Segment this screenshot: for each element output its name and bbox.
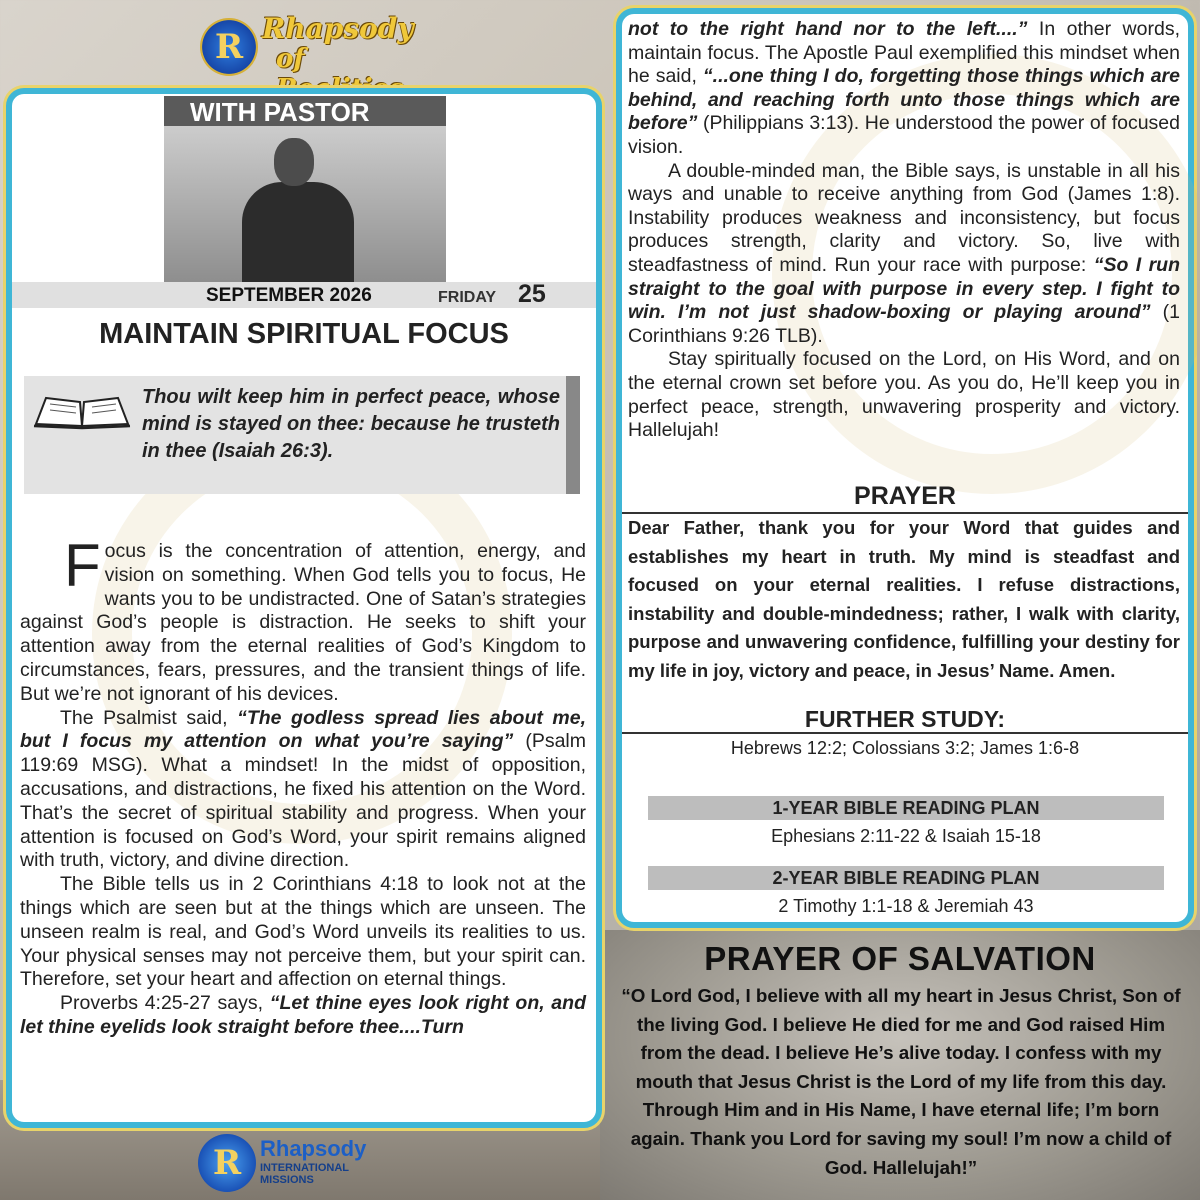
divider — [622, 732, 1188, 734]
logo-bottom-line-3: MISSIONS — [260, 1174, 314, 1186]
theme-verse-box — [24, 376, 580, 494]
pastor-photo — [164, 96, 446, 282]
salvation-prayer: “O Lord God, I believe with all my heart in Jesus Christ, Son of the living God. I believe He died for me and God raised Him from the dead. I believe He’s alive today. I confess with my mouth that Jesus Christ is the Lord of my life from this day. Through Him and in His Name, I have eternal life; I’m born again. Thank you Lord for saving my soul! I’m now a child of God. Hallelujah!” — [621, 985, 1181, 1178]
paragraph-3: The Bible tells us in 2 Corinthians 4:18 to look not at the things which are seen but at the things which are unseen. The unseen realm is real, and God’s Word unveils its realities to us. Your physical senses may not perceive them, but your spirit can. Therefore, set your heart and affection on eternal things. — [20, 873, 586, 991]
theme-verse: Thou wilt keep him in perfect peace, whose mind is stayed on thee: because he trusteth in thee (Isaiah 26:3). — [142, 386, 560, 462]
corinthians-quote: “So I run straight to the goal with purpose in every step. I fight to win. I’m not just shadow-boxing or playing around” — [628, 253, 1180, 324]
prayer-heading: PRAYER — [854, 482, 956, 510]
devotional-right-panel — [616, 8, 1194, 928]
logo-emblem-icon: R — [200, 18, 258, 76]
drop-cap: F — [64, 532, 101, 599]
rhapsody-international-missions-logo — [198, 1132, 367, 1196]
two-year-plan-heading: 2-YEAR BIBLE READING PLAN — [648, 866, 1164, 890]
salvation-heading: PRAYER OF SALVATION — [704, 940, 1096, 977]
logo-line-2: of — [276, 44, 305, 74]
logo-bottom-line-1: Rhapsody — [260, 1136, 367, 1161]
globe-emblem-icon: R — [198, 1134, 256, 1192]
date-weekday: FRIDAY — [438, 289, 497, 306]
closing-paragraph: Stay spiritually focused on the Lord, on His Word, and on the eternal crown set before you. As you do, He’ll keep you in perfect peace, strength, unwavering prosperity and victory. Hallelujah! — [628, 348, 1180, 442]
pastor-figure — [238, 136, 358, 282]
logo-bottom-line-2: INTERNATIONAL — [260, 1162, 350, 1174]
further-study-text: Hebrews 12:2; Colossians 3:2; James 1:6-8 — [730, 738, 1080, 758]
prayer-text: Dear Father, thank you for your Word that guides and establishes my heart in truth. My mind is steadfast and focused on your eternal realities. I refuse distractions, instability and double-mindedness; rather, I walk with clarity, purpose and unwavering confidence, fulfilling your destiny for my life in joy, victory and peace, in Jesus’ Name. Amen. — [628, 517, 1180, 681]
date-day-number: 25 — [518, 280, 546, 308]
paragraph-1: ocus is the concentration of attention, energy, and vision on something. When God tells you to focus, He wants you to be undistracted. One of Satan’s strategies against God’s people is distraction. He seeks to shift your attention away from the eternal realities of God’s Kingdom to circumstances, fears, pressures, and the transient things of life. But we’re not ignorant of his devices. — [20, 540, 586, 705]
rhapsody-logo-top — [200, 10, 420, 84]
further-study-heading: FURTHER STUDY: — [804, 706, 1006, 732]
devotional-title: MAINTAIN SPIRITUAL FOCUS — [99, 318, 509, 350]
psalm-quote: “The godless spread lies about me, but I focus my attention on what you’re saying” — [20, 706, 586, 753]
devotional-body: Focus is the concentration of attention, energy, and vision on something. When God tells you to focus, He wants you to be undistracted. One of Satan’s strategies against God’s people is distraction. He seeks to shift your attention away from the eternal realities of God’s Kingdom to circumstances, fears, pressures, and the transient things of life. But we’re not ignorant of his devices. The Psalmist said, “The godless spread lies about me, but I focus my attention on what you’re saying” (Psalm 119:69 MSG). What a mindset! In the midst of opposition, accusations, and distractions, he fixed his attention on the Word. That’s the secret of spiritual stability and progress. When your attention is focused on God’s Word, your spirit remains aligned with truth, victory, and divine direction. The Bible tells us in 2 Corinthians 4:18 to look not at the things which are seen but at the things which are unseen. The unseen realm is real, and God’s Word unveils its realities to us. Your physical senses may not perceive them, but your spirit can. Therefore, set your heart and affection on eternal things. Proverbs 4:25-27 says, “Let thine eyes look right on, and let thine eyelids look straight before thee....Turn — [20, 532, 587, 1038]
devotional-left-panel — [6, 88, 602, 1128]
one-year-plan-text: Ephesians 2:11-22 & Isaiah 15-18 — [771, 826, 1041, 846]
devotional-continuation: not to the right hand nor to the left....” In other words, maintain focus. The Apostle Paul exemplified this mindset when he said, “...one thing I do, forgetting those things which are behind, and reaching forth unto those things which are before” (Philippians 3:13). He understood the power of focused vision. A double-minded man, the Bible says, is unstable in all his ways and unable to receive anything from God (James 1:8). Instability produces weakness and inconsistency, but focus produces strength, clarity and victory. So, live with steadfastness of mind. Run your race with purpose: “So I run straight to the goal with purpose in every step. I fight to win. I’m not just shadow-boxing or playing around” (1 Corinthians 9:26 TLB). Stay spiritually focused on the Lord, on His Word, and on the eternal crown set before you. As you do, He’ll keep you in perfect peace, strength, unwavering prosperity and victory. Hallelujah! — [628, 18, 1180, 442]
open-book-icon — [32, 390, 132, 430]
two-year-plan-text: 2 Timothy 1:1-18 & Jeremiah 43 — [778, 896, 1034, 916]
date-month: SEPTEMBER 2026 — [206, 285, 372, 306]
one-year-plan-heading: 1-YEAR BIBLE READING PLAN — [648, 796, 1164, 820]
photo-banner: WITH PASTOR — [164, 96, 446, 126]
logo-line-1: Rhapsody — [262, 12, 414, 45]
philippians-quote: “...one thing I do, forgetting those things which are behind, and reaching forth unto those things which are before” — [628, 65, 1180, 135]
proverbs-quote: “Let thine eyes look right on, and let thine eyelids look straight before thee....Turn — [20, 992, 586, 1038]
